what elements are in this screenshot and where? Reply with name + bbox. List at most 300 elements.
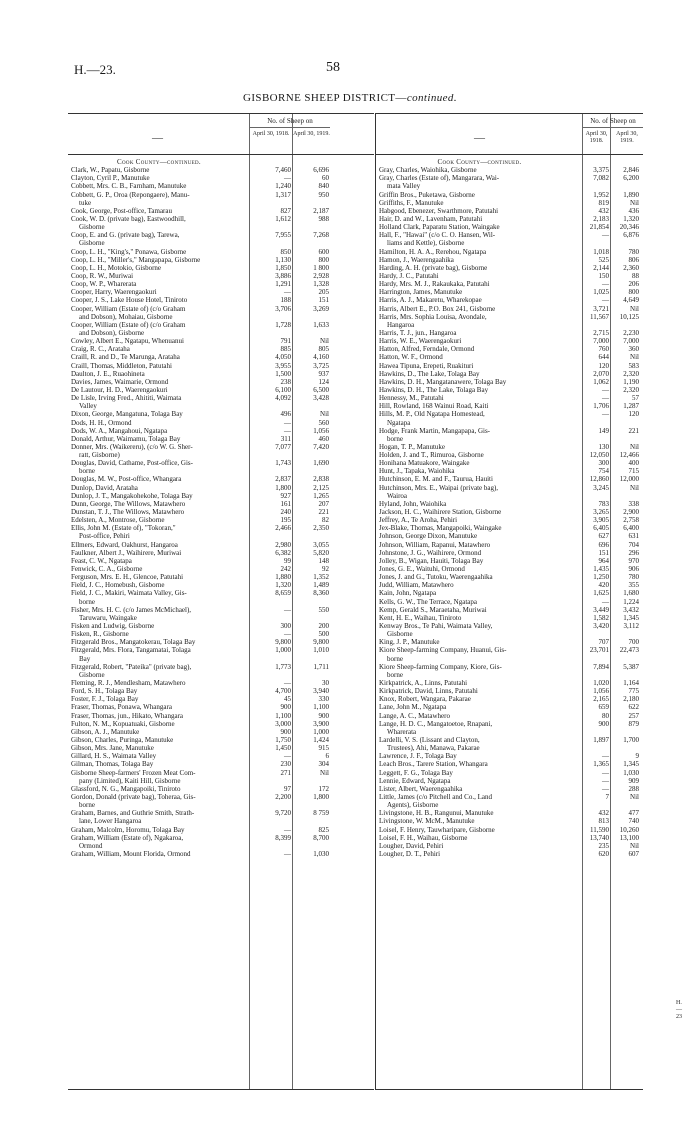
owner-name: Cobbett, Mrs. C. B., Farnham, Manutuke [71,182,187,191]
sheep-group-header: No. of Sheep on [590,117,636,125]
owner-name: Little, James (c/o Pitchell and Co., Land [379,792,492,801]
owner-name: Fleming, R. J., Mendlesham, Matawhero [71,679,186,687]
sheep-1918: 230 [280,760,291,769]
owner-name: Fisher, Mrs. H. C. (c/o James McMichael), [71,605,192,614]
sheep-1919: 1,424 [313,735,329,744]
table-row [68,638,374,646]
table-row [376,752,643,760]
owner-name: Dunlop, David, Arataha [71,483,138,492]
sheep-1919: 4,649 [623,296,639,305]
table-row [68,329,374,337]
sheep-1918: 238 [280,377,291,386]
table-row [376,394,643,402]
owner-name: Feast, C. W., Ngatapa [71,556,132,565]
table-row [376,842,643,850]
table-row [376,646,643,654]
table-row [376,296,643,304]
table-row [376,402,643,410]
owner-name: Hangaroa [387,320,415,329]
table-row [376,541,643,549]
table-row [68,850,374,858]
table-row [376,451,643,459]
table-row [376,182,643,190]
table-row [68,484,374,492]
sheep-1919: 937 [318,369,329,378]
sheep-1918: 1,500 [275,369,291,378]
sheep-1918: 2,144 [593,263,609,272]
sheep-1919: 6 [325,752,329,761]
sheep-1918: — [602,296,609,305]
sheep-1918: — [284,418,291,427]
owner-name: Kain, John, Ngatapa [379,589,437,598]
table-row [68,419,374,427]
owner-name: Ford, S. H., Tolaga Bay [71,687,138,696]
owner-name: Lougher, D. T., Pehiri [379,849,441,858]
sheep-1919: 400 [628,459,639,468]
sheep-1918: 300 [280,622,291,631]
sheep-1919: 257 [628,711,639,720]
table-row [68,598,374,606]
sheep-1918: 7,460 [275,166,291,175]
owner-name: Coop, W. P., Wharerata [71,280,137,289]
table-row [376,638,643,646]
table-row [376,826,643,834]
sheep-1918: 1,018 [593,247,609,256]
owner-name: Hardy, J. C., Patutahi [379,271,439,280]
sheep-1919: 1,800 [313,792,329,801]
table-row [68,565,374,573]
sheep-1919: 775 [628,687,639,696]
owner-name: Fitzgerald Bros., Mangatokerau, Tolaga Bay [71,638,196,647]
sheep-1919: 780 [628,573,639,582]
sheep-1919: 2,320 [623,369,639,378]
sheep-1918: 3,375 [593,166,609,175]
sheep-1918: — [602,597,609,606]
owner-name: Judd, William, Matawhero [379,581,454,590]
sheep-1919: 148 [318,556,329,565]
sheep-1918: 1,435 [593,565,609,574]
owner-name: Leggett, F. G., Tolaga Bay [379,768,453,777]
sheep-1919: 12,466 [619,451,639,460]
table-row [68,370,374,378]
owner-name: Dunn, George, The Willows, Matawhero [71,499,186,508]
table-row [68,573,374,581]
sheep-1918: 496 [280,410,291,419]
sheep-1918: 7,894 [593,662,609,671]
sheep-1918: 1,291 [275,280,291,289]
owner-name: Harris, A. J., Makaretu, Wharekopae [379,296,482,305]
sheep-1918: 2,715 [593,328,609,337]
table-row [68,475,374,483]
owner-name: borne [387,434,403,443]
report-code: H.—23. [74,62,116,77]
owner-name: Coop, L. H., Motokio, Gisborne [71,263,162,272]
sheep-1919: 8,360 [313,589,329,598]
owner-name: and Dobson), Gisborne [79,328,145,337]
sheep-1919: 1,345 [623,760,639,769]
sheep-1919: 221 [628,426,639,435]
owner-name: Griffin Bros., Puketawa, Gisborne [379,190,475,199]
sheep-1919: 13,100 [619,833,639,842]
sheep-1918: 1,773 [275,662,291,671]
table-row [68,646,374,654]
owner-name: Cooper, Harry, Waerengaokuri [71,288,157,297]
owner-name: Fisken and Ludwig, Gisborne [71,622,155,631]
owner-name: Gray, Charles (Estate of), Mangarara, Wai- [379,174,500,183]
sheep-1918: 3,420 [593,622,609,631]
sheep-1918: 1,062 [593,377,609,386]
table-row [376,264,643,272]
table-row [68,801,374,809]
owner-name: Habgood, Ebenezer, Swarthmore, Patutahi [379,206,499,215]
owner-name: Livingstone, H. B., Rangunui, Manutuke [379,809,494,818]
owner-name: Cook, George, Post-office, Tamarau [71,206,172,215]
sheep-1918: 3,886 [275,271,291,280]
owner-name: Field, J. C., Makiri, Waimata Valley, Gis- [71,589,187,598]
sheep-1918: 1,240 [275,182,291,191]
owner-name: Johnson, William, Rapanui, Matawhero [379,540,491,549]
sheep-1919: 2,838 [313,475,329,484]
sheep-1919: 3,432 [623,605,639,614]
owner-name: Holland Clark, Paparatu Station, Waingake [379,223,500,232]
owner-name: Gray, Charles, Waiohika, Gisborne [379,166,477,175]
table-row [376,801,643,809]
sheep-1919: 2,187 [313,206,329,215]
table-row [68,288,374,296]
owner-name: Livingstone, W. McM., Manutuke [379,817,475,826]
table-row [376,614,643,622]
table-row [68,174,374,182]
sheep-1919: 6,696 [313,166,329,175]
table-row [376,598,643,606]
sheep-1918: 3,449 [593,605,609,614]
table-row [68,826,374,834]
col-1918-header: April 30, 1918. [252,131,290,137]
sheep-1919: 3,725 [313,361,329,370]
table-row [68,321,374,329]
sheep-1919: Nil [630,483,639,492]
sheep-1918: 819 [598,198,609,207]
owner-name: Kent, H. E., Waihau, Tiniroto [379,613,462,622]
table-row [68,630,374,638]
owner-name: Gibson, Charles, Puringa, Manutuke [71,735,174,744]
stub-header: — [474,132,485,144]
sheep-1918: 149 [598,426,609,435]
table-row [68,834,374,842]
table-row [376,565,643,573]
sheep-1919: 22,473 [619,646,639,655]
owner-name: Kirkpatrick, A., Linns, Patutahi [379,679,468,687]
table-row [376,817,643,825]
owner-name: Hardy, Mrs. M. J., Rakaukaka, Patutahi [379,280,490,289]
sheep-1918: — [602,768,609,777]
owner-name: tuke [79,198,92,207]
owner-name: Hutchinson, E. M. and F., Taurua, Hauiti [379,475,493,484]
sheep-1919: 8 759 [313,809,329,818]
sheep-1919: 805 [318,345,329,354]
sheep-1919: 1,190 [623,377,639,386]
owner-name: Bay [79,654,91,663]
table-row [376,769,643,777]
sheep-1919: 2,350 [313,524,329,533]
table-row [68,720,374,728]
owner-name: Coop, L. H., "Miller's," Mangapapa, Gisborne [71,255,201,264]
sheep-1919: 1,680 [623,589,639,598]
owner-name: Hutchinson, Mrs. E., Waipai (private bag), [379,483,499,492]
sheep-1919: 221 [318,508,329,517]
owner-name: Lister, Albert, Waerengaahika [379,784,463,793]
table-row [376,728,643,736]
table-row [68,817,374,825]
owner-name: Fitzgerald, Robert, "Pateika" (private bag), [71,662,192,671]
table-row [68,435,374,443]
sheep-1919: Nil [630,304,639,313]
page-number: 58 [326,60,340,75]
sheep-1918: — [284,752,291,761]
owner-name: Faulkner, Albert J., Waihirere, Muriwai [71,548,182,557]
owner-name: Cooper, J. S., Lake House Hotel, Tiniroto [71,296,188,305]
sheep-1919: 7,420 [313,442,329,451]
sheep-1919: 3,900 [313,719,329,728]
table-row [68,337,374,345]
sheep-1918: 1,706 [593,402,609,411]
sheep-1919: 900 [318,711,329,720]
sheep-1918: 850 [280,247,291,256]
table-row [376,589,643,597]
sheep-1919: 205 [318,288,329,297]
owner-name: borne [79,467,95,476]
table-row [376,239,643,247]
table-row [68,313,374,321]
table-row [68,459,374,467]
sheep-1918: 644 [598,353,609,362]
table-row [376,744,643,752]
sheep-1919: 10,125 [619,312,639,321]
sheep-1918: 99 [284,556,291,565]
sheep-1919: 950 [318,190,329,199]
sheep-1918: 6,405 [593,524,609,533]
sheep-1918: 120 [598,361,609,370]
sheep-1918: 964 [598,556,609,565]
table-row [68,606,374,614]
sheep-1919: 740 [628,817,639,826]
sheep-1918: 1,850 [275,263,291,272]
sheep-1919: 4,160 [313,353,329,362]
table-row [376,606,643,614]
table-row [376,191,643,199]
sheep-1918: 45 [284,695,291,704]
owner-name: Douglas, M. W., Post-office, Whangara [71,475,182,484]
sheep-1918: 760 [598,345,609,354]
sheep-1919: Nil [320,337,329,346]
owner-name: Hunt, J., Tapaka, Waiohika [379,467,455,476]
sheep-1919: 700 [628,638,639,647]
table-row [68,182,374,190]
sheep-1918: 7,000 [593,337,609,346]
table-row [68,272,374,280]
sheep-1918: 1,130 [275,255,291,264]
sheep-1918: 707 [598,638,609,647]
sheep-1919: 296 [628,548,639,557]
right-rows [376,158,643,858]
table-row [376,524,643,532]
owner-name: Hyland, John, Waiohika [379,499,447,508]
table-row [376,410,643,418]
sheep-1918: 1,897 [593,735,609,744]
sheep-1919: 1,352 [313,573,329,582]
sheep-1919: 970 [628,556,639,565]
sheep-1918: 791 [280,337,291,346]
sheep-1918: 827 [280,206,291,215]
owner-name: Fulton, N. M., Kopuatuaki, Gisborne [71,719,175,728]
sheep-1919: 906 [628,565,639,574]
table-row [376,475,643,483]
sheep-1918: 4,050 [275,353,291,362]
owner-name: Hawkins, D., The Lake, Tolaga Bay [379,369,480,378]
table-row [376,777,643,785]
owner-name: Loisel, F. Henry, Tauwharipare, Gisborne [379,825,495,834]
owner-name: Gillard, H. S., Waimata Valley [71,752,157,761]
owner-name: Hawea Tipuna, Erepeti, Ruakituri [379,361,474,370]
table-row [376,305,643,313]
table-row [376,443,643,451]
owner-name: ratt, Gisborne) [79,451,120,460]
stub-header: — [152,132,163,144]
header-rule [250,127,330,128]
owner-name: Leach Bros., Tarere Station, Whangara [379,760,488,769]
sheep-1919: 5,387 [623,662,639,671]
owner-name: Lange, H. D. C., Mangatoetoe, Rnapani, [379,719,493,728]
table-row [68,736,374,744]
sheep-1919: 6,500 [313,385,329,394]
sheep-1919: 800 [318,255,329,264]
table-row [376,484,643,492]
sheep-1919: 6,200 [623,174,639,183]
table-row [376,630,643,638]
owner-name: Gibson, A. J., Manutuke [71,727,140,736]
table-row [376,508,643,516]
sheep-1918: 1,250 [593,573,609,582]
table-row [68,622,374,630]
sheep-1919: 1,030 [623,768,639,777]
sheep-1918: 696 [598,540,609,549]
sheep-1919: 2,230 [623,328,639,337]
sheep-1919: 915 [318,744,329,753]
table-row [376,695,643,703]
table-row [376,419,643,427]
sheep-1918: 659 [598,703,609,712]
col-1919-header: April 30, 1919. [293,131,330,137]
owner-name: Cowley, Albert E., Ngatapu, Whenuanui [71,337,184,346]
right-table [375,113,643,1090]
table-row [68,443,374,451]
sheep-1918: 195 [280,516,291,525]
owner-name: lane, Lower Hangaroa [79,817,142,826]
sheep-1918: 12,050 [589,451,609,460]
sheep-1918: 1,320 [275,581,291,590]
sheep-1918: 813 [598,817,609,826]
table-row [376,622,643,630]
table-row [376,174,643,182]
owner-name: Jex-Blake, Thomas, Mangapoiki, Waingake [379,524,502,533]
sheep-1919: 7,268 [313,231,329,240]
sheep-1918: 3,000 [275,719,291,728]
owner-name: Hogan, T. P., Manutuke [379,442,446,451]
owner-name: Ellis, John M. (Estate of), "Tokoran," [71,524,176,533]
sheep-1918: 1,317 [275,190,291,199]
section-heading [376,158,643,166]
sheep-1918: — [284,630,291,639]
sheep-1919: Nil [630,353,639,362]
table-row [376,516,643,524]
sheep-1918: 97 [284,784,291,793]
owner-name: Dixon, George, Mangatuna, Tolaga Bay [71,410,183,419]
sheep-1918: 151 [598,548,609,557]
owner-name: Kenway Bros., Te Pahi, Waimata Valley, [379,622,493,631]
table-row [376,166,643,174]
table-row [68,305,374,313]
owner-name: Agents), Gisborne [387,801,439,810]
sheep-1918: 7 [605,792,609,801]
owner-name: Wharerata [387,727,417,736]
sheep-1919: 3,112 [623,622,639,631]
table-row [68,712,374,720]
sheep-1919: 1,265 [313,491,329,500]
owner-name: Johnstone, J. G., Waihirere, Ormond [379,548,482,557]
sheep-1918: 900 [280,703,291,712]
table-row [68,492,374,500]
sheep-1919: 704 [628,540,639,549]
sheep-1919: 151 [318,296,329,305]
sheep-1919: 550 [318,605,329,614]
table-row [68,703,374,711]
table-row [376,345,643,353]
table-row [376,557,643,565]
table-row [68,752,374,760]
sheep-1919: 330 [318,695,329,704]
sheep-1918: 271 [280,768,291,777]
owner-name: Coop, L. H., "King's," Ponawa, Gisborne [71,247,187,256]
sheep-1918: 2,200 [275,792,291,801]
owner-name: Davies, James, Waimarie, Ormond [71,377,169,386]
owner-name: Fisken, R., Gisborne [71,630,129,639]
table-row [376,500,643,508]
sheep-1918: 11,590 [590,825,609,834]
sheep-1918: — [602,394,609,403]
owner-name: Glassford, N. G., Mangapoiki, Tiniroto [71,784,181,793]
sheep-1919: 1,890 [623,190,639,199]
sheep-1919: Nil [320,410,329,419]
sheep-1918: 240 [280,508,291,517]
sheep-1918: 23,701 [589,646,609,655]
table-row [68,467,374,475]
sheep-1919: 5,820 [313,548,329,557]
owner-name: Donner, Mrs. (Waikereru), (c/o W. G. Sher- [71,442,193,451]
sheep-1919: 12,000 [619,475,639,484]
sheep-1918: 150 [598,271,609,280]
table-row [68,581,374,589]
owner-name: Jones, G. E., Waituhi, Ormond [379,565,465,574]
sheep-1919: 631 [628,532,639,541]
sheep-1918: 130 [598,442,609,451]
owner-name: Clayton, Cyril P., Manutuke [71,174,150,183]
owner-name: Dunstan, T. J., The Willows, Matawhero [71,508,185,517]
owner-name: Clark, W., Papatu, Gisborne [71,166,150,175]
sheep-1918: 525 [598,255,609,264]
sheep-1918: 432 [598,809,609,818]
sheep-1918: 8,399 [275,833,291,842]
sheep-1919: 1,345 [623,613,639,622]
